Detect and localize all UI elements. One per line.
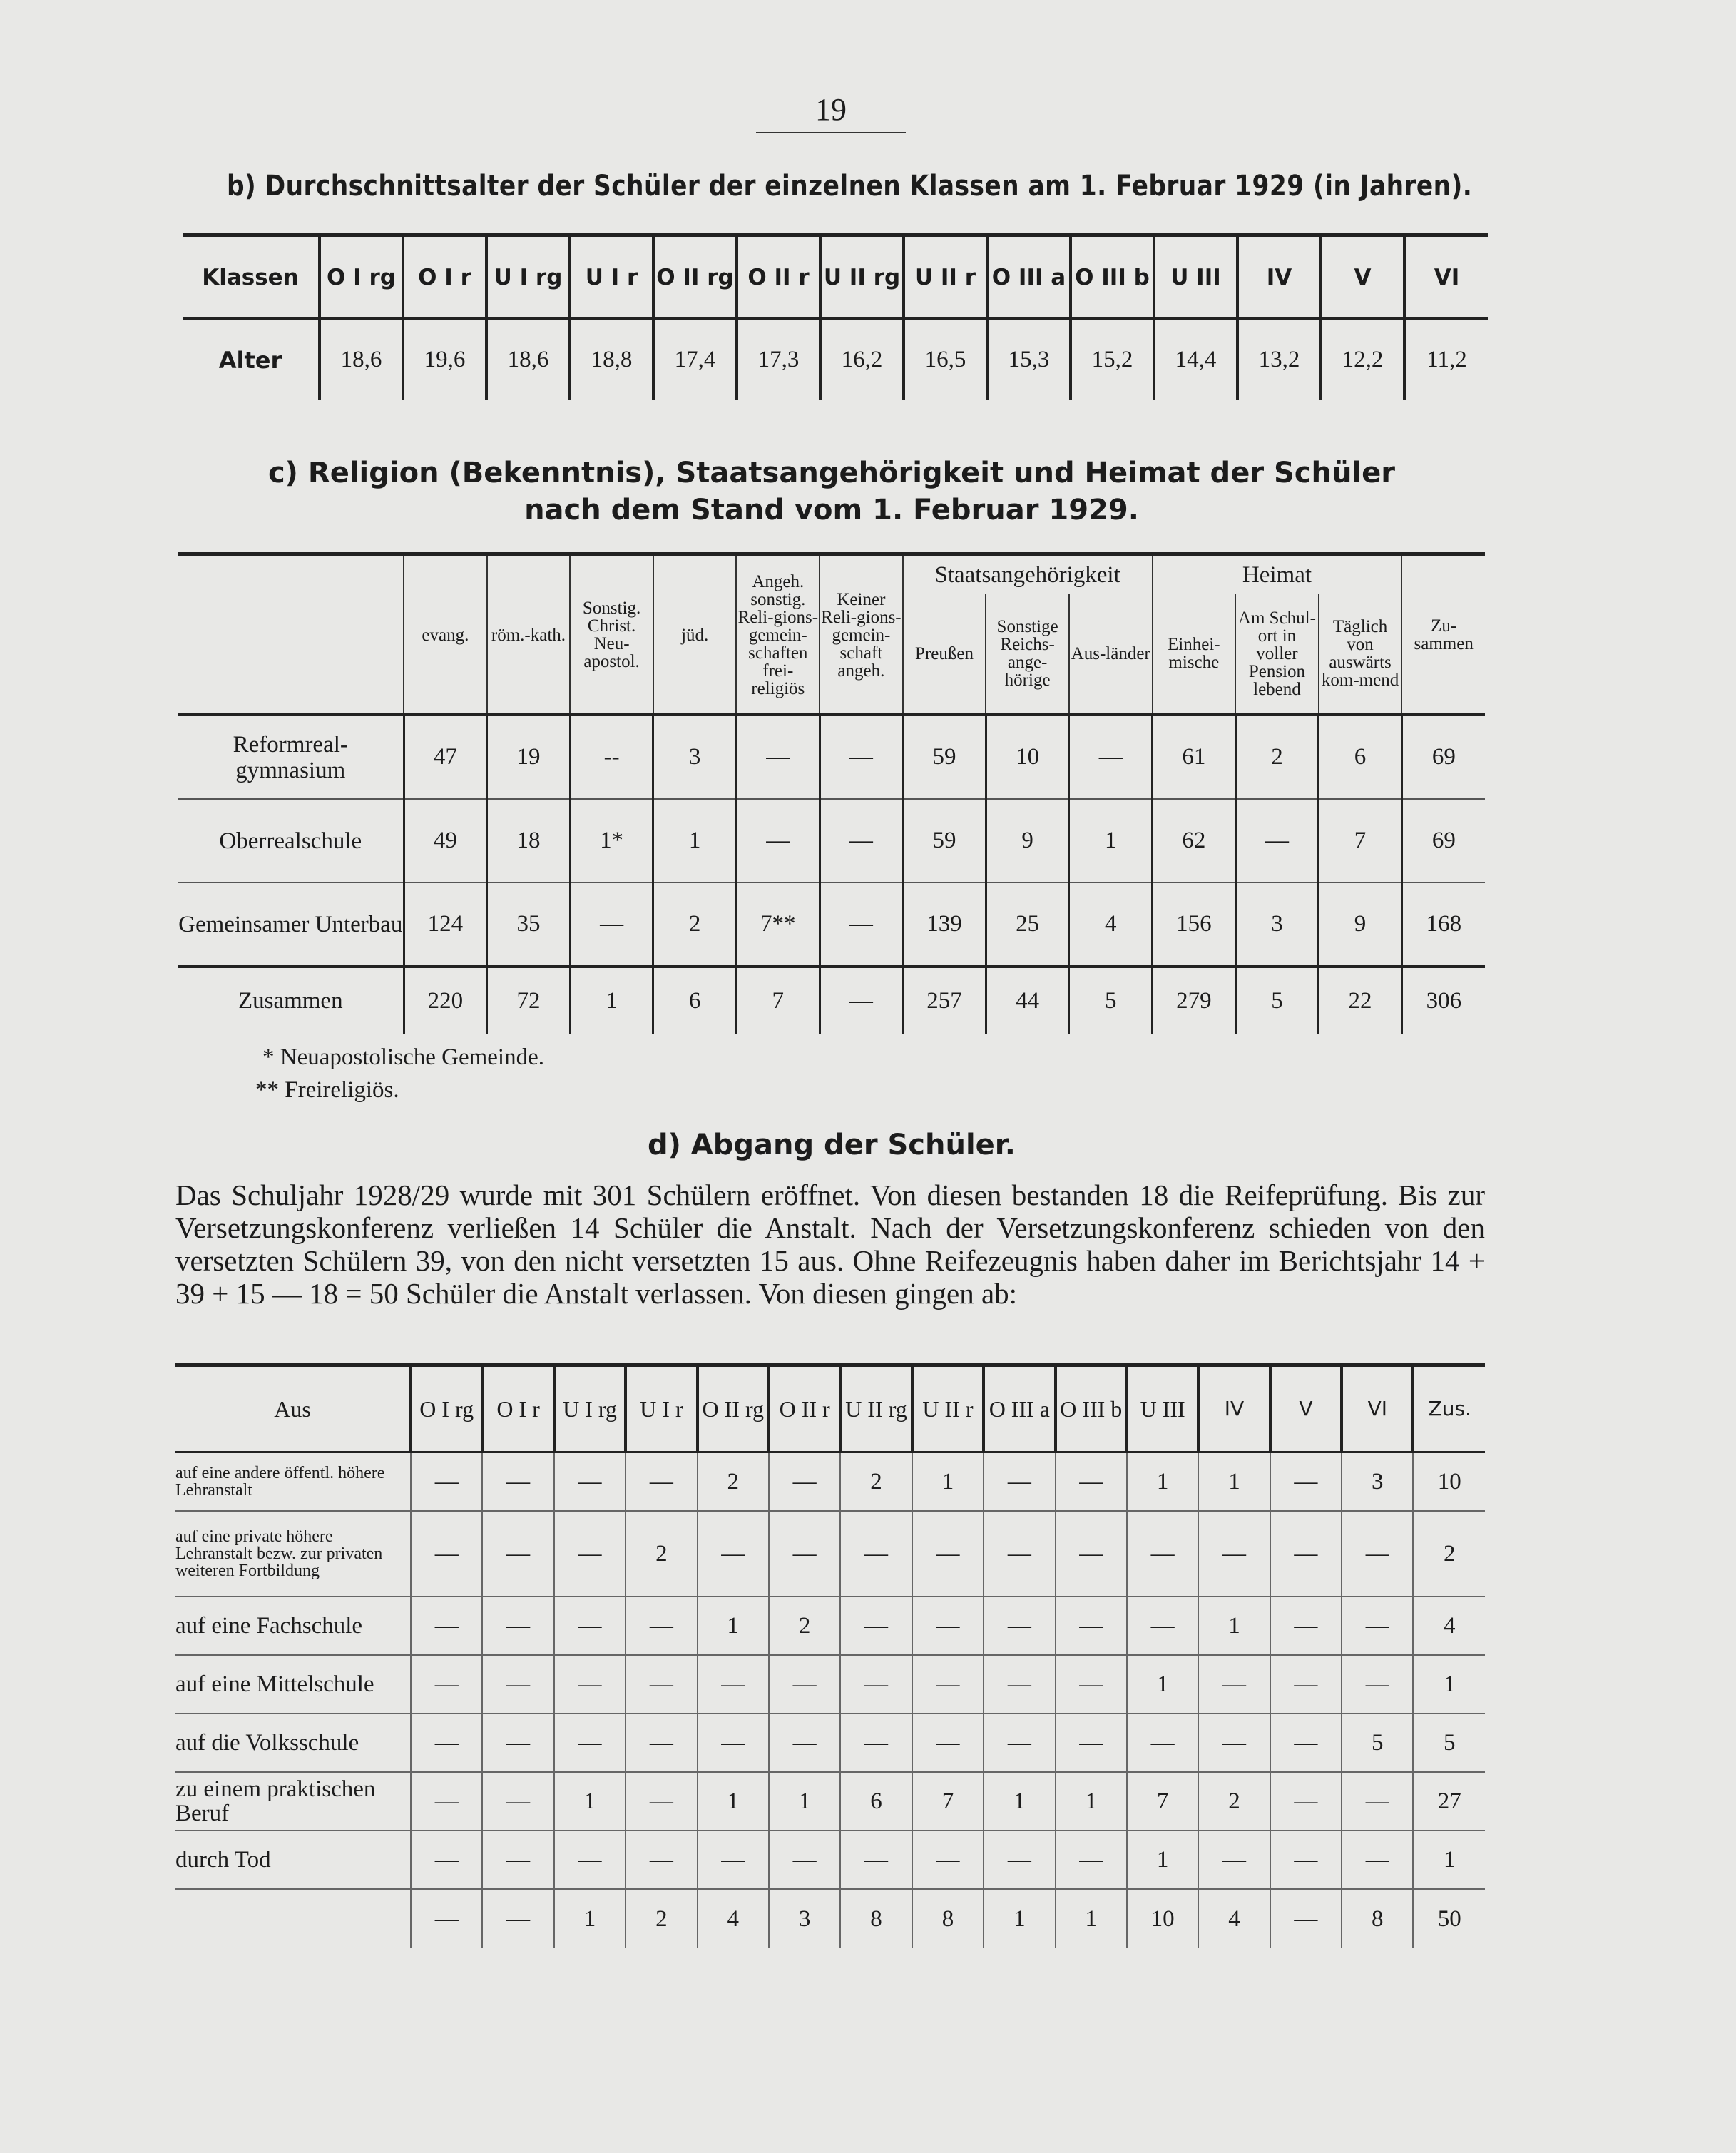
table-cell: — — [1056, 1511, 1127, 1597]
table-cell: — — [912, 1831, 984, 1889]
row-label: auf eine Fachschule — [175, 1597, 411, 1655]
table-cell: 1 — [984, 1772, 1055, 1831]
table-cell: — — [840, 1714, 912, 1772]
table-cell: 62 — [1153, 799, 1236, 882]
table-cell: 1 — [698, 1772, 769, 1831]
klasse-header-cell: O I rg — [320, 235, 403, 319]
table-cell: — — [554, 1655, 626, 1714]
table-cell: 49 — [404, 799, 487, 882]
table-cell: — — [626, 1597, 697, 1655]
table-cell: — — [554, 1511, 626, 1597]
table-cell: 1 — [1127, 1831, 1198, 1889]
row-label-klassen: Klassen — [183, 235, 320, 319]
table-cell: — — [820, 882, 903, 967]
footnote-1: * Neuapostolische Gemeinde. — [262, 1044, 544, 1070]
row-label: auf die Volksschule — [175, 1714, 411, 1772]
table-cell: — — [1342, 1597, 1413, 1655]
column-header: O II rg — [698, 1365, 769, 1452]
row-label-alter: Alter — [218, 346, 282, 374]
table-cell: 1 — [1413, 1831, 1485, 1889]
table-cell: 4 — [1198, 1889, 1270, 1948]
table-cell: — — [1270, 1772, 1342, 1831]
table-cell: — — [1270, 1511, 1342, 1597]
table-cell: 168 — [1401, 882, 1485, 967]
klasse-header-cell: O III b — [1071, 235, 1154, 319]
table-cell: — — [769, 1511, 840, 1597]
header-blank — [178, 554, 404, 715]
alter-value-cell: 17,4 — [653, 319, 737, 401]
table-cell: 156 — [1153, 882, 1236, 967]
table-row — [183, 319, 1488, 401]
klasse-header-cell: U II r — [904, 235, 987, 319]
alter-value-cell: 17,3 — [737, 319, 820, 401]
table-cell: 5 — [1069, 967, 1153, 1034]
table-cell: — — [698, 1831, 769, 1889]
table-cell: 2 — [698, 1452, 769, 1512]
table-cell: 257 — [903, 967, 986, 1034]
section-c-title-line1: c) Religion (Bekenntnis), Staatsangehörigkeit und Heimat der Schüler — [267, 457, 1396, 489]
table-cell: — — [482, 1889, 553, 1948]
table-cell: — — [984, 1714, 1055, 1772]
table-cell: 1 — [1069, 799, 1153, 882]
table-cell: — — [984, 1597, 1055, 1655]
table-cell: 2 — [1235, 715, 1319, 799]
table-cell: — — [736, 715, 820, 799]
column-header: V — [1270, 1365, 1342, 1452]
row-label: auf eine Mittelschule — [175, 1655, 411, 1714]
table-cell: 3 — [769, 1889, 840, 1948]
table-cell: 1* — [570, 799, 653, 882]
table-cell: 2 — [769, 1597, 840, 1655]
klasse-header-cell: U I rg — [486, 235, 570, 319]
header-roem-kath: röm.-kath. — [487, 554, 571, 715]
table-row — [175, 1831, 1485, 1889]
table-cell: — — [482, 1714, 553, 1772]
table-row — [175, 1772, 1485, 1831]
header-taeglich: Täglich von auswärts kom-mend — [1319, 594, 1402, 715]
table-cell: — — [736, 799, 820, 882]
table-cell: 18 — [487, 799, 571, 882]
column-header: O I rg — [411, 1365, 482, 1452]
table-cell: — — [554, 1452, 626, 1512]
table-cell: 1 — [653, 799, 737, 882]
table-cell: — — [698, 1714, 769, 1772]
table-cell: 1 — [554, 1889, 626, 1948]
table-cell: 124 — [404, 882, 487, 967]
table-cell: 61 — [1153, 715, 1236, 799]
table-cell: 8 — [912, 1889, 984, 1948]
klasse-header-cell: O II r — [737, 235, 820, 319]
column-header: O II r — [769, 1365, 840, 1452]
table-cell: 10 — [986, 715, 1069, 799]
table-row — [178, 715, 1485, 799]
table-cell: — — [1342, 1655, 1413, 1714]
table-cell: — — [1056, 1452, 1127, 1512]
table-cell: 2 — [840, 1452, 912, 1512]
table-cell: — — [984, 1511, 1055, 1597]
table-cell: 220 — [404, 967, 487, 1034]
row-label: Oberrealschule — [178, 799, 404, 882]
table-cell: — — [626, 1655, 697, 1714]
table-cell: — — [984, 1655, 1055, 1714]
row-label: Zusammen — [178, 967, 404, 1034]
klasse-header-cell: IV — [1237, 235, 1321, 319]
table-cell: — — [840, 1655, 912, 1714]
table-cell: 69 — [1401, 715, 1485, 799]
section-b-title: b) Durchschnittsalter der Schüler der einzelnen Klassen am 1. Februar 1929 (in Jahren). — [227, 170, 1473, 203]
table-cell: — — [1198, 1511, 1270, 1597]
table-cell: 7 — [1127, 1772, 1198, 1831]
header-evang: evang. — [404, 554, 487, 715]
klasse-header-cell: O II rg — [653, 235, 737, 319]
header-keiner: Keiner Reli-gions-gemein-schaft angeh. — [820, 554, 903, 715]
table-cell: 35 — [487, 882, 571, 967]
column-header: O III b — [1056, 1365, 1127, 1452]
section-d-paragraph: Das Schuljahr 1928/29 wurde mit 301 Schülern eröffnet. Von diesen bestanden 18 die Reifeprüfung. Bis zur Versetzungskonferenz verließen 14 Schüler die Anstalt. Nach der Versetzungskonferenz schieden von den versetzten Schülern 39, von den nicht versetzten 15 aus. Ohne Reifezeugnis haben daher im Berichtsjahr 14 + 39 + 15 — 18 = 50 Schüler die Anstalt verlassen. Von diesen gingen ab: — [175, 1179, 1485, 1310]
table-cell: — — [1069, 715, 1153, 799]
table-cell: 5 — [1342, 1714, 1413, 1772]
table-cell: 4 — [1413, 1597, 1485, 1655]
table-row — [175, 1889, 1485, 1948]
table-cell: — — [912, 1511, 984, 1597]
table-cell: 1 — [554, 1772, 626, 1831]
table-cell: — — [1270, 1889, 1342, 1948]
alter-value-cell: 13,2 — [1237, 319, 1321, 401]
table-cell: 7 — [736, 967, 820, 1034]
column-header: U I rg — [554, 1365, 626, 1452]
table-cell: — — [626, 1714, 697, 1772]
header-einheimische: Einhei-mische — [1153, 594, 1236, 715]
alter-value-cell: 14,4 — [1154, 319, 1237, 401]
alter-value-cell: 15,3 — [987, 319, 1071, 401]
column-header: O III a — [984, 1365, 1055, 1452]
table-cell: 1 — [912, 1452, 984, 1512]
row-label: Reformreal-gymnasium — [178, 715, 404, 799]
table-religion — [178, 552, 1485, 1034]
footnote-2: ** Freireligiös. — [255, 1077, 399, 1103]
header-aus: Aus — [175, 1365, 411, 1452]
table-cell: — — [626, 1452, 697, 1512]
alter-value-cell: 15,2 — [1071, 319, 1154, 401]
table-cell: — — [1270, 1655, 1342, 1714]
row-label: auf eine private höhere Lehranstalt bezw. zur privaten weiteren Fortbildung — [175, 1511, 411, 1597]
table-cell: 1 — [1127, 1452, 1198, 1512]
table-cell: 27 — [1413, 1772, 1485, 1831]
row-label — [175, 1889, 411, 1948]
table-cell: 4 — [698, 1889, 769, 1948]
table-cell: — — [840, 1597, 912, 1655]
table-cell: — — [820, 967, 903, 1034]
table-cell: 25 — [986, 882, 1069, 967]
table-cell: 50 — [1413, 1889, 1485, 1948]
table-cell: 3 — [653, 715, 737, 799]
table-cell: — — [411, 1452, 482, 1512]
table-cell: — — [698, 1655, 769, 1714]
table-cell: 69 — [1401, 799, 1485, 882]
table-cell: 5 — [1413, 1714, 1485, 1772]
column-header: U III — [1127, 1365, 1198, 1452]
column-header: IV — [1198, 1365, 1270, 1452]
table-row — [178, 967, 1485, 1034]
header-sonstig-christ: Sonstig. Christ. Neu-apostol. — [570, 554, 653, 715]
table-cell: — — [482, 1831, 553, 1889]
table-cell: — — [1198, 1831, 1270, 1889]
table-cell: 47 — [404, 715, 487, 799]
table-cell: — — [769, 1831, 840, 1889]
table-cell: 7** — [736, 882, 820, 967]
table-cell: — — [626, 1831, 697, 1889]
table-cell: 19 — [487, 715, 571, 799]
table-cell: — — [1056, 1655, 1127, 1714]
header-group-heimat: Heimat — [1153, 554, 1402, 594]
alter-value-cell: 18,6 — [320, 319, 403, 401]
column-header: O I r — [482, 1365, 553, 1452]
table-cell: 59 — [903, 799, 986, 882]
table-cell: 3 — [1235, 882, 1319, 967]
row-label: zu einem praktischen Beruf — [175, 1772, 411, 1831]
alter-value-cell: 16,5 — [904, 319, 987, 401]
table-cell: 1 — [1056, 1889, 1127, 1948]
header-auslaender: Aus-länder — [1069, 594, 1153, 715]
header-jued: jüd. — [653, 554, 737, 715]
table-cell: 44 — [986, 967, 1069, 1034]
table-cell: — — [1270, 1831, 1342, 1889]
table-cell: 6 — [1319, 715, 1402, 799]
alter-value-cell: 18,6 — [486, 319, 570, 401]
table-row — [175, 1655, 1485, 1714]
table-cell: 1 — [698, 1597, 769, 1655]
header-zusammen: Zu-sammen — [1401, 554, 1485, 715]
klasse-header-cell: O III a — [987, 235, 1071, 319]
table-cell: 1 — [1198, 1597, 1270, 1655]
table-cell: — — [840, 1831, 912, 1889]
table-cell: — — [769, 1452, 840, 1512]
table-cell: — — [554, 1831, 626, 1889]
table-cell: 2 — [653, 882, 737, 967]
alter-value-cell: 19,6 — [403, 319, 486, 401]
table-row — [178, 882, 1485, 967]
table-row — [175, 1714, 1485, 1772]
table-cell: 72 — [487, 967, 571, 1034]
table-row — [175, 1511, 1485, 1597]
klasse-header-cell: U I r — [570, 235, 653, 319]
table-cell: 8 — [840, 1889, 912, 1948]
header-angeh-sonstig: Angeh. sonstig. Reli-gions-gemein-schaften frei-religiös — [736, 554, 820, 715]
row-label: Gemeinsamer Unterbau — [178, 882, 404, 967]
table-cell: — — [912, 1655, 984, 1714]
table-cell: 1 — [570, 967, 653, 1034]
table-departures — [175, 1363, 1485, 1948]
table-cell: — — [1342, 1831, 1413, 1889]
table-cell: — — [1127, 1714, 1198, 1772]
table-cell: — — [554, 1597, 626, 1655]
table-cell: 4 — [1069, 882, 1153, 967]
section-d-title: d) Abgang der Schüler. — [647, 1129, 1016, 1161]
table-cell: — — [698, 1511, 769, 1597]
alter-value-cell: 11,2 — [1404, 319, 1488, 401]
table-cell: — — [554, 1714, 626, 1772]
table-cell: 3 — [1342, 1452, 1413, 1512]
table-cell: — — [411, 1831, 482, 1889]
table-cell: — — [482, 1772, 553, 1831]
table-cell: — — [1235, 799, 1319, 882]
column-header: U I r — [626, 1365, 697, 1452]
table-cell: — — [912, 1597, 984, 1655]
table-cell: — — [1270, 1714, 1342, 1772]
table-cell: — — [626, 1772, 697, 1831]
table-row — [175, 1452, 1485, 1512]
table-cell: — — [1342, 1772, 1413, 1831]
table-cell: — — [769, 1714, 840, 1772]
table-cell: 2 — [1413, 1511, 1485, 1597]
table-cell: — — [570, 882, 653, 967]
klasse-header-cell: VI — [1404, 235, 1488, 319]
alter-value-cell: 12,2 — [1321, 319, 1404, 401]
table-cell: — — [411, 1655, 482, 1714]
table-row — [175, 1597, 1485, 1655]
row-label: durch Tod — [175, 1831, 411, 1889]
table-cell: 1 — [1056, 1772, 1127, 1831]
table-cell: — — [820, 799, 903, 882]
table-cell: 8 — [1342, 1889, 1413, 1948]
table-cell: — — [1127, 1597, 1198, 1655]
table-cell: 139 — [903, 882, 986, 967]
table-cell: 7 — [1319, 799, 1402, 882]
column-header: U II r — [912, 1365, 984, 1452]
table-cell: — — [411, 1511, 482, 1597]
table-cell: — — [482, 1597, 553, 1655]
table-cell: 6 — [840, 1772, 912, 1831]
table-cell: — — [482, 1452, 553, 1512]
table-cell: — — [1342, 1511, 1413, 1597]
table-cell: 1 — [984, 1889, 1055, 1948]
table-cell: 1 — [1198, 1452, 1270, 1512]
table-cell: 1 — [1127, 1655, 1198, 1714]
column-header: U II rg — [840, 1365, 912, 1452]
table-cell: — — [820, 715, 903, 799]
table-cell: 10 — [1413, 1452, 1485, 1512]
table-cell: 1 — [1413, 1655, 1485, 1714]
table-cell: 306 — [1401, 967, 1485, 1034]
klasse-header-cell: U II rg — [820, 235, 904, 319]
table-cell: -- — [570, 715, 653, 799]
table-cell: — — [411, 1597, 482, 1655]
table-cell: — — [482, 1655, 553, 1714]
table-cell: — — [482, 1511, 553, 1597]
table-cell: — — [1270, 1452, 1342, 1512]
header-am-schulort: Am Schul-ort in voller Pension lebend — [1235, 594, 1319, 715]
table-cell: — — [1198, 1714, 1270, 1772]
table-cell: 2 — [1198, 1772, 1270, 1831]
table-cell: — — [984, 1831, 1055, 1889]
table-cell: 2 — [626, 1511, 697, 1597]
column-header: VI — [1342, 1365, 1413, 1452]
table-average-age — [183, 233, 1488, 400]
table-cell: — — [984, 1452, 1055, 1512]
table-cell: 6 — [653, 967, 737, 1034]
table-cell: — — [912, 1714, 984, 1772]
table-cell: — — [1056, 1597, 1127, 1655]
table-cell: 7 — [912, 1772, 984, 1831]
alter-value-cell: 16,2 — [820, 319, 904, 401]
table-cell: — — [1056, 1831, 1127, 1889]
header-preussen: Preußen — [903, 594, 986, 715]
header-sonstige-reichs: Sonstige Reichs-ange-hörige — [986, 594, 1069, 715]
table-cell: — — [1270, 1597, 1342, 1655]
table-cell: — — [1198, 1655, 1270, 1714]
section-c-title-line2: nach dem Stand vom 1. Februar 1929. — [524, 494, 1139, 526]
row-label: auf eine andere öffentl. höhere Lehranstalt — [175, 1452, 411, 1512]
table-cell: 22 — [1319, 967, 1402, 1034]
table-cell: 279 — [1153, 967, 1236, 1034]
table-cell: — — [840, 1511, 912, 1597]
table-row — [183, 235, 1488, 319]
klasse-header-cell: V — [1321, 235, 1404, 319]
table-cell: 2 — [626, 1889, 697, 1948]
klasse-header-cell: U III — [1154, 235, 1237, 319]
table-cell: — — [411, 1714, 482, 1772]
header-group-staat: Staatsangehörigkeit — [903, 554, 1153, 594]
klasse-header-cell: O I r — [403, 235, 486, 319]
table-cell: — — [1127, 1511, 1198, 1597]
table-cell: 9 — [1319, 882, 1402, 967]
column-header: Zus. — [1413, 1365, 1485, 1452]
table-cell: 1 — [769, 1772, 840, 1831]
table-cell: 9 — [986, 799, 1069, 882]
table-cell: — — [769, 1655, 840, 1714]
page-number: 19 — [756, 91, 906, 133]
alter-value-cell: 18,8 — [570, 319, 653, 401]
table-cell: 5 — [1235, 967, 1319, 1034]
table-cell: 10 — [1127, 1889, 1198, 1948]
table-cell: — — [1056, 1714, 1127, 1772]
table-cell: 59 — [903, 715, 986, 799]
table-cell: — — [411, 1889, 482, 1948]
table-row — [178, 799, 1485, 882]
table-cell: — — [411, 1772, 482, 1831]
